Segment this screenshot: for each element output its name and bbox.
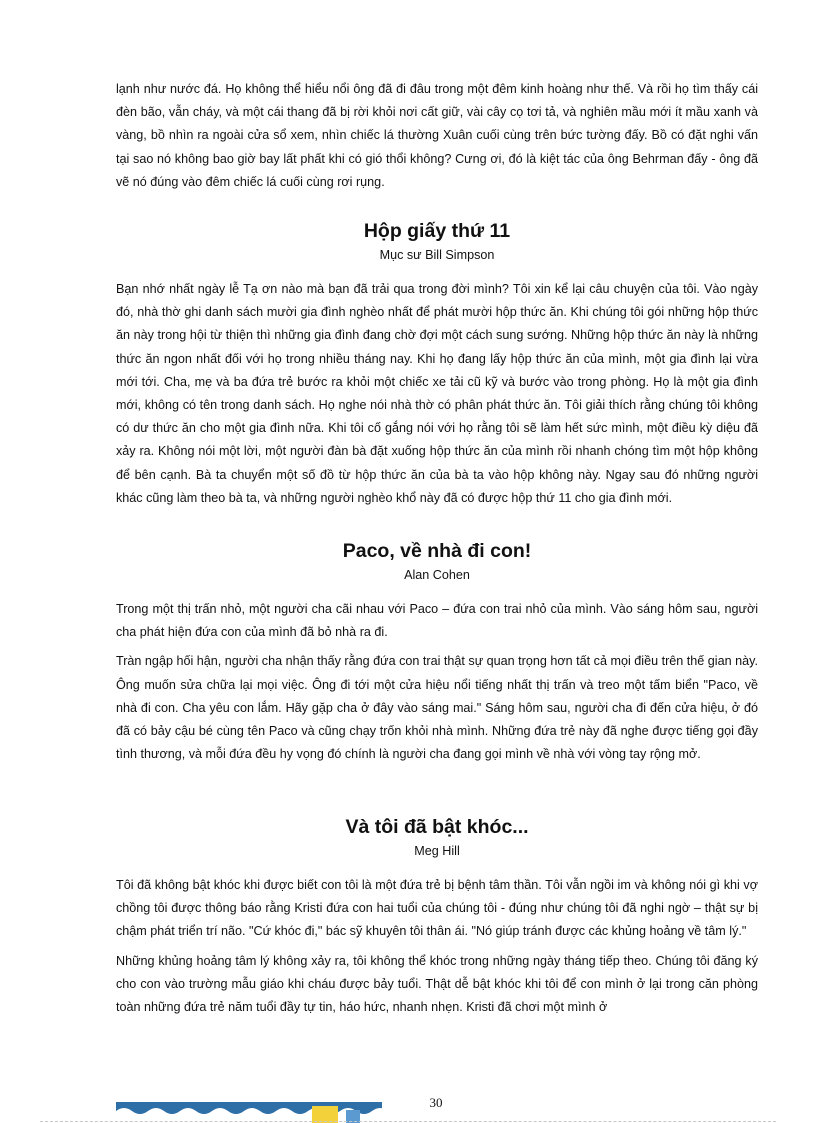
wave-pattern-icon — [116, 1102, 382, 1123]
story-author: Alan Cohen — [404, 568, 470, 582]
story-section-11th-box — [116, 218, 758, 516]
story-author: Mục sư Bill Simpson — [379, 248, 495, 262]
story-author: Meg Hill — [414, 844, 460, 858]
page-bottom-divider — [40, 1121, 776, 1122]
page-number: 30 — [429, 1095, 443, 1110]
intro-paragraph: lạnh như nước đá. Họ không thể hiểu nổi ông đã đi đâu trong một đêm kinh hoàng như thế. Và rồi họ tìm thấy cái đèn bão, vẫn cháy, và một cái thang đã bị rời khỏi nơi cất giữ, vài cây cọ tơi tả, và nghiên mầu mới ít mầu xanh và vàng, bồ nhìn ra ngoài cửa sổ xem, nhìn chiếc lá thường Xuân cuối cùng trên bức tường đấy. Bồ có đặt nghi vấn tại sao nó không bao giờ bay lất phất khi có gió thổi không? Cưng ơi, đó là kiệt tác của ông Behrman đấy - ông đã vẽ nó đúng vào đêm chiếc lá cuối cùng rơi rụng. — [116, 82, 758, 189]
decorative-footer-image — [116, 1102, 382, 1123]
story-paragraph: Tràn ngập hối hận, người cha nhận thấy rằng đứa con trai thật sự quan trọng hơn tất cả mọi điều trên thế gian này. Ông muốn sửa chữa lại mọi việc. Ông đi tới một cửa hiệu nổi tiếng nhất thị trấn và treo một tấm biển "Paco, về nhà đi con. Cha yêu con lắm. Hãy gặp cha ở đây vào sáng mai." Sáng hôm sau, người cha đi đến cửa hiệu, ở đó đã có bảy cậu bé cùng tên Paco và cũng chạy trốn khỏi nhà mình. Những đứa trẻ này đã nghe được tiếng gọi đầy tình thương, và mỗi đứa đều hy vọng đó chính là người cha đang gọi mình về nhà với vòng tay rộng mở. — [116, 654, 758, 762]
intro-section — [116, 78, 758, 200]
story-paragraph: Tôi đã không bật khóc khi được biết con tôi là một đứa trẻ bị bệnh tâm thần. Tôi vẫn ngồi im và không nói gì khi vợ chồng tôi được thông báo rằng Kristi đứa con hai tuổi của chúng tôi - đúng như chúng tôi đã nghi ngờ – thật sự bị chậm phát triển trí não. "Cứ khóc đi," bác sỹ khuyên tôi thân ái. "Nó giúp tránh được các khủng hoảng về tâm lý." — [116, 878, 758, 939]
story-paragraph: Trong một thị trấn nhỏ, một người cha cãi nhau với Paco – đứa con trai nhỏ của mình. Vào sáng hôm sau, người cha phát hiện đứa con của mình đã bỏ nhà ra đi. — [116, 602, 758, 640]
story-paragraph: Bạn nhớ nhất ngày lễ Tạ ơn nào mà bạn đã trải qua trong đời mình? Tôi xin kể lại câu chuyện của tôi. Vào ngày đó, nhà thờ ghi danh sách mười gia đình nghèo nhất để phát mười hộp thức ăn. Khi chúng tôi gói những hộp thức ăn này trong hội từ thiện thì những gia đình đang chờ đợi một cách sung sướng. Những hộp thức ăn này là những thức ăn ngon nhất đối với họ trong nhiều tháng nay. Khi họ đang lấy hộp thức ăn của mình, một gia đình lại vừa mới tới. Cha, mẹ và ba đứa trẻ bước ra khỏi một chiếc xe tải cũ kỹ và bước vào trong phòng. Họ là một gia đình mới, không có tên trong danh sách. Họ nghe nói nhà thờ có phân phát thức ăn. Tôi giải thích rằng chúng tôi không có dư thức ăn cho một gia đình nữa. Khi tôi cố gắng nói với họ rằng tôi sẽ làm hết sức mình, một điều kỳ diệu đã xảy ra. Không nói một lời, một người đàn bà đặt xuống hộp thức ăn của mình rồi nhanh chóng tìm một hộp không để bên cạnh. Bà ta chuyển một số đồ từ hộp thức ăn của bà ta vào hộp không này. Ngay sau đó những người khác cũng làm theo bà ta, và những người nghèo khổ này đã có được hộp thứ 11 cho gia đình mới. — [116, 282, 758, 505]
story-paragraph: Những khủng hoảng tâm lý không xảy ra, tôi không thể khóc trong những ngày tháng tiếp theo. Chúng tôi đăng ký cho con vào trường mẫu giáo khi cháu được bảy tuổi. Thật dễ bật khóc khi tôi để con mình ở lại trong căn phòng toàn những đứa trẻ năm tuổi đầy tự tin, háo hức, nhanh nhẹn. Kristi đã chơi một mình ở — [116, 953, 758, 1015]
story-title: Và tôi đã bật khóc... — [345, 816, 529, 838]
story-section-and-i-cried — [116, 814, 758, 1025]
story-title: Paco, về nhà đi con! — [342, 540, 532, 562]
story-title: Hộp giấy thứ 11 — [363, 220, 511, 242]
story-section-paco — [116, 538, 758, 772]
